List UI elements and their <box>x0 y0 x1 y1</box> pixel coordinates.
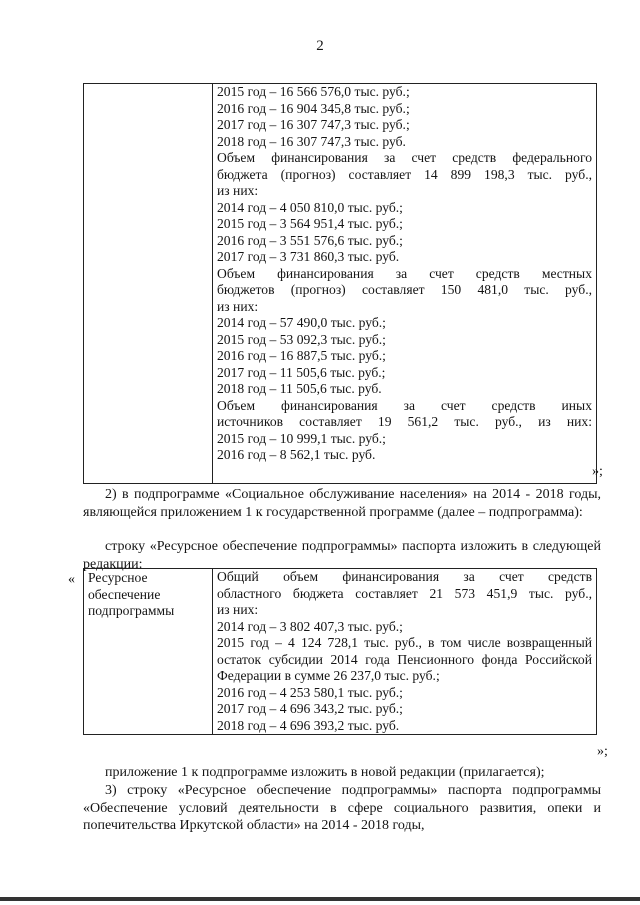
funding-line: областного бюджета составляет 21 573 451,9 тыс. руб., <box>217 585 592 601</box>
paragraph-item-2: 2) в подпрограмме «Социальное обслуживание населения» на 2014 - 2018 годы, являющейся приложением 1 к государственной программе (далее – подпрограмма): <box>83 487 601 520</box>
closing-quote-mark: »; <box>592 464 603 479</box>
closing-quote-mark: »; <box>597 744 608 759</box>
funding-line: Объем финансирования за счет средств иных <box>217 397 592 413</box>
funding-line: 2016 год – 16 887,5 тыс. руб.; <box>217 348 386 363</box>
table-value-cell <box>213 84 597 484</box>
paragraph-item-3: 3) строку «Ресурсное обеспечение подпрограммы» паспорта подпрограммы «Обеспечение условий деятельности в сфере социального развития, опеки и попечительства Иркутской области» на 2014 - 2018 годы, <box>83 783 601 833</box>
funding-line: Объем финансирования за счет средств федерального <box>217 150 592 165</box>
funding-line: 2017 год – 3 731 860,3 тыс. руб. <box>217 249 400 264</box>
funding-line: 2015 год – 4 124 728,1 тыс. руб., в том числе возвращенный остаток субсидии 2014 года Пенсионного фонда Российской Федерации в сумме 26 237,0 тыс. руб.; <box>217 635 592 683</box>
funding-line: 2015 год – 10 999,1 тыс. руб.; <box>217 430 386 446</box>
funding-line: 2016 год – 8 562,1 тыс. руб. <box>217 447 376 462</box>
funding-line: 2018 год – 11 505,6 тыс. руб. <box>217 381 382 396</box>
funding-line: 2018 год – 4 696 393,2 тыс. руб. <box>217 717 400 733</box>
funding-line: 2017 год – 4 696 343,2 тыс. руб.; <box>217 701 403 716</box>
funding-line: бюджетов (прогноз) составляет 150 481,0 тыс. руб., <box>217 282 592 297</box>
funding-line: Объем финансирования за счет средств местных <box>217 265 592 281</box>
funding-line: источников составляет 19 561,2 тыс. руб., из них: <box>217 414 592 429</box>
scan-edge-divider <box>0 897 640 901</box>
funding-line: 2014 год – 3 802 407,3 тыс. руб.; <box>217 618 403 634</box>
funding-line: из них: <box>217 602 259 617</box>
funding-line: 2017 год – 11 505,6 тыс. руб.; <box>217 364 386 380</box>
funding-line: Общий объем финансирования за счет средств <box>217 569 592 584</box>
funding-line: 2016 год – 3 551 576,6 тыс. руб.; <box>217 232 403 248</box>
funding-line: 2016 год – 4 253 580,1 тыс. руб.; <box>217 684 403 700</box>
funding-line: 2015 год – 53 092,3 тыс. руб.; <box>217 331 386 347</box>
funding-line: 2016 год – 16 904 345,8 тыс. руб.; <box>217 100 410 116</box>
funding-line: 2014 год – 57 490,0 тыс. руб.; <box>217 315 386 330</box>
funding-line: 2017 год – 16 307 747,3 тыс. руб.; <box>217 117 410 132</box>
table-label-cell-empty <box>84 84 213 484</box>
funding-line: из них: <box>217 298 259 314</box>
paragraph-appendix: приложение 1 к подпрограмме изложить в новой редакции (прилагается); <box>105 765 545 780</box>
funding-line: 2018 год – 16 307 747,3 тыс. руб. <box>217 133 406 149</box>
resource-provision-label: Ресурсное обеспечение подпрограммы <box>88 570 175 618</box>
resource-provision-table <box>83 568 597 735</box>
funding-line: бюджета (прогноз) составляет 14 899 198,3 тыс. руб., <box>217 166 592 182</box>
funding-line: из них: <box>217 183 259 198</box>
funding-table-continued <box>83 83 597 484</box>
table-label-cell <box>84 569 213 735</box>
funding-line: 2015 год – 3 564 951,4 тыс. руб.; <box>217 216 403 231</box>
paragraph-row-replacement: строку «Ресурсное обеспечение подпрограммы» паспорта изложить в следующей редакции: <box>83 539 601 572</box>
opening-quote-mark: « <box>68 572 75 587</box>
funding-line: 2014 год – 4 050 810,0 тыс. руб.; <box>217 199 403 215</box>
page-number: 2 <box>316 38 324 54</box>
funding-line: 2015 год – 16 566 576,0 тыс. руб.; <box>217 84 410 99</box>
table-value-cell <box>213 569 597 735</box>
